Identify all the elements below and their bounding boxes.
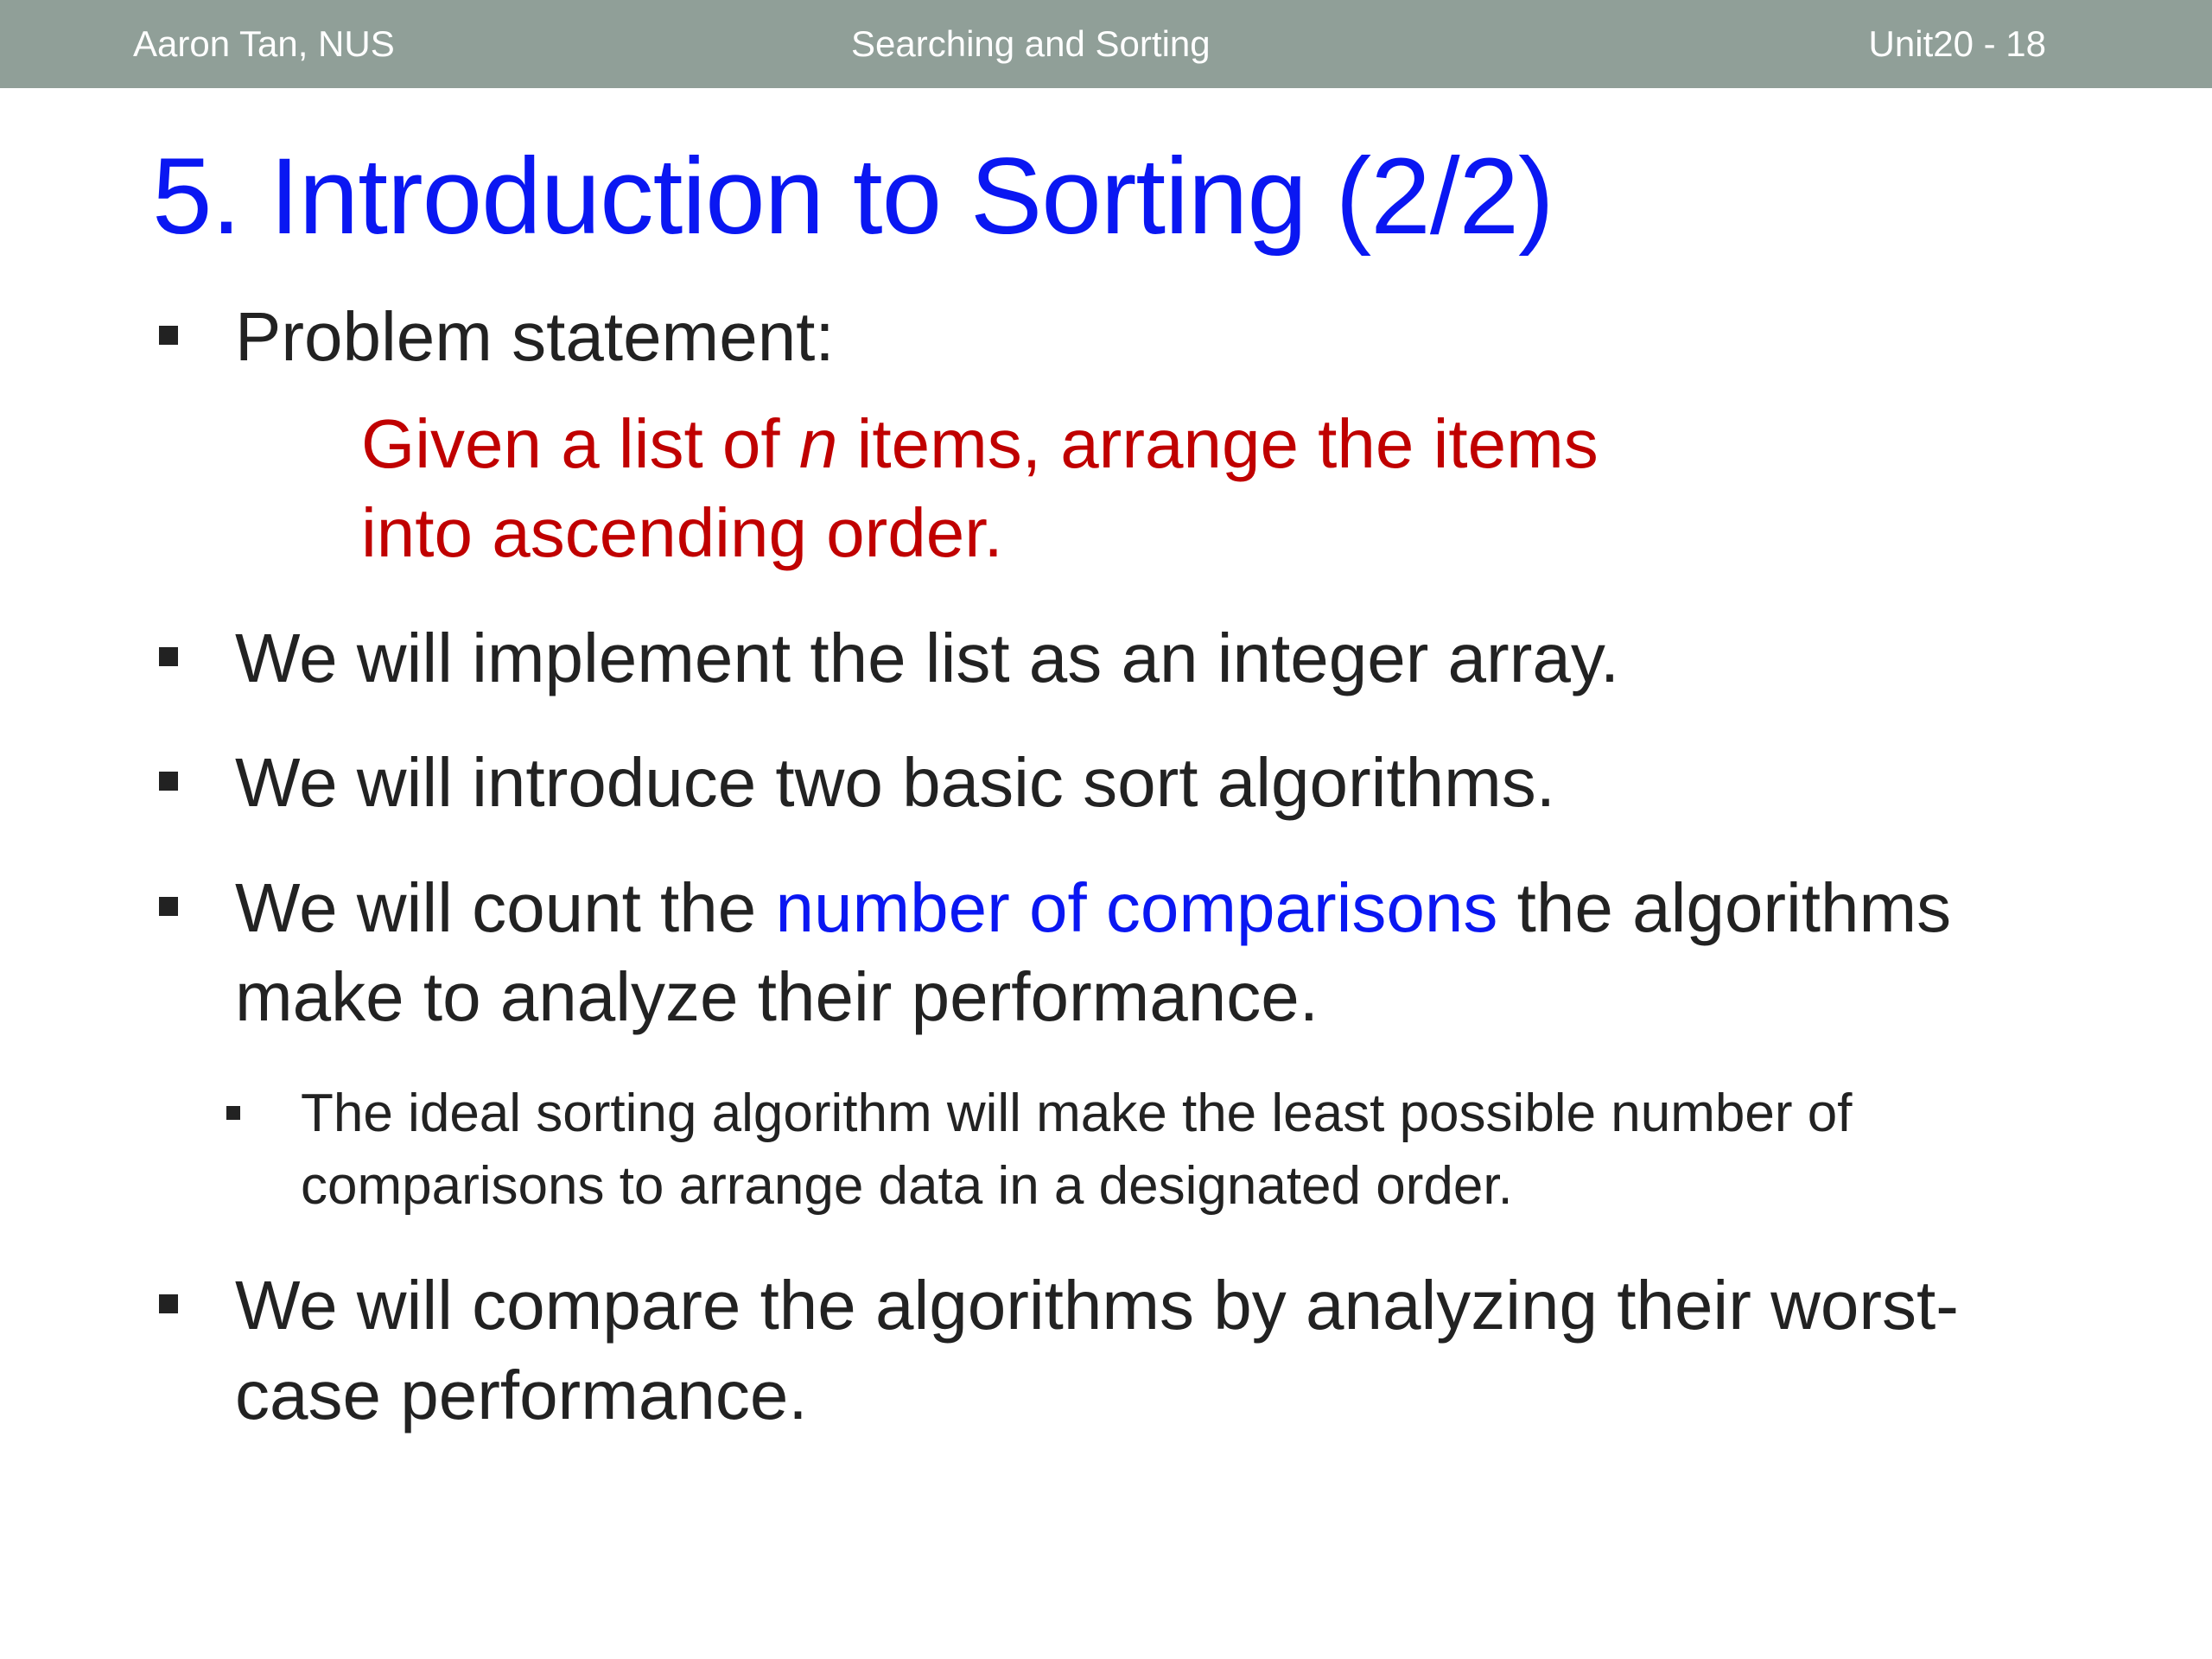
bullet-marker [159, 647, 178, 666]
bullet-count-comparisons [235, 862, 2136, 954]
highlight-number-of-comparisons: number of comparisons [775, 869, 1498, 946]
bullet-worst-case-line-2: case performance. [235, 1357, 808, 1433]
problem-line-1 [361, 399, 1599, 489]
bullet-count-line-2: make to analyze their performance. [235, 958, 1319, 1035]
problem-line-1-prefix: Given a list of [361, 405, 799, 482]
bullet-count-suffix: the algorithms [1497, 869, 1952, 946]
sub-bullet-line-2: comparisons to arrange data in a designated order. [301, 1156, 1513, 1216]
slide-title: 5. Introduction to Sorting (2/2) [152, 137, 1554, 257]
bullet-marker [159, 897, 178, 916]
sub-bullet-marker [226, 1106, 240, 1120]
sub-bullet-line-1: The ideal sorting algorithm will make the least possible number of [301, 1084, 1853, 1143]
bullet-integer-array: We will implement the list as an integer array. [235, 620, 1620, 696]
problem-statement-label: Problem statement: [235, 298, 835, 375]
bullet-count-prefix: We will count the [235, 869, 776, 946]
header-topic: Searching and Sorting [851, 23, 1211, 64]
bullet-marker [159, 1294, 178, 1313]
header-bar [0, 0, 2212, 88]
header-page-number: Unit20 - 18 [1868, 23, 2046, 64]
bullet-two-algorithms: We will introduce two basic sort algorithms. [235, 744, 1555, 821]
problem-line-2: into ascending order. [361, 494, 1003, 571]
problem-line-1-suffix: items, arrange the items [837, 405, 1599, 482]
problem-variable-n: n [798, 405, 838, 482]
bullet-marker [159, 772, 178, 791]
bullet-worst-case-line-1: We will compare the algorithms by analyzing their worst- [235, 1267, 1959, 1344]
bullet-marker [159, 326, 178, 345]
header-author: Aaron Tan, NUS [133, 23, 395, 64]
